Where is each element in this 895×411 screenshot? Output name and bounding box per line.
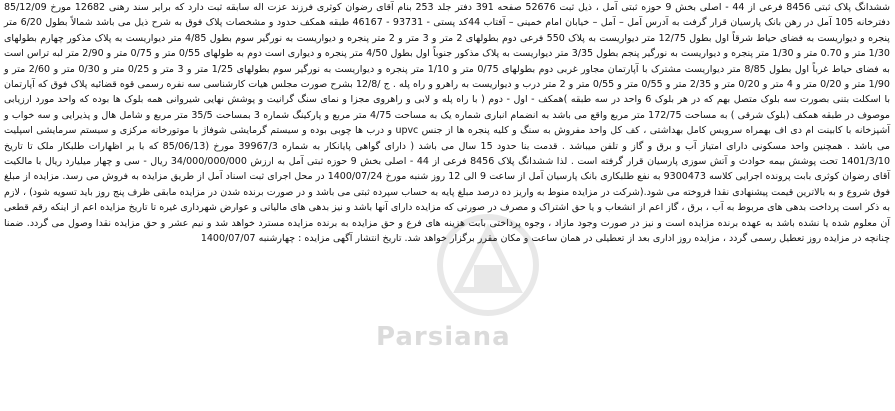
watermark-text: Parsiana [376, 322, 511, 352]
auction-notice-body [4, 0, 890, 247]
notice-paragraph: ششدانگ پلاک ثبتی 8456 فرعی از 44 - اصلی بخش 9 حوزه ثبتی آمل ، ذیل ثبت 52676 صفحه 391 دفتر جلد 253 بنام آقای رضوان کوثری فرزند عزت اله سابقه ثبت دارد که برابر سند رهنی 12682 مورخ 85/12/09 دفترخانه 105 آمل در رهن بانک پارسیان قرار گرفت به آدرس آمل – آمل – خیابان امام خمینی – آفتاب 44کد پستی - 93731 - 46167 طبقه همکف حدود و مشخصات پلاک فوق به شرح ذیل می باشد شمالاً بطول 6/20 متر پنجره و دیواریست به فضای حیاط شرقاً اول بطول 12/75 متر دیواریست به پلاک 550 فرعی دوم بطولهای 2 متر و 3 متر و 2 متر پنجره و دیواریست به نورگیر سوم بطول 4/85 متر دیواریست به پلاک مذکور چهارم بطولهای 1/30 متر و 0.70 متر و 1/30 متر پنجره و دیواریست به نورگیر پنجم بطول 3/35 متر دیواریست به پلاک مذکور جنوباً اول بطول 4/50 متر پنجره و دیواری است دوم به طولهای 0/55 متر و 0/75 متر و 2/90 متر لبه تراس است به فضای حیاط غرباً اول بطول 8/85 متر دیواریست مشترک با آپارتمان مجاور غربی دوم بطولهای 0/75 متر و 1/10 متر پنجره و دیواریست به نورگیر سوم بطولهای 1/25 متر و 3 متر و 0/25 متر و 0/30 متر و 2/60 متر و 1/90 متر و 0/20 متر و 4 متر و 0/20 متر و 2/35 متر و 0/55 متر و 0/55 متر و 2 متر درب و دیواریست به راهرو و راه پله . ج /12/8 بشرح صورت مجلس هیات کارشناسی سه نفره رسمی قوه قضائیه پلاک فوق که آپارتمان با اسکلت بتنی بصورت سه بلوک متصل بهم که در هر بلوک 6 واحد در سه طبقه )همکف - اول - دوم ( با راه پله و لابی و راهروی مجزا و نمای سنگ گرانیت و پوشش نهایی شیروانی همه بلوک ها بوده که واحد مورد ارزیابی موصوف در طبقه همکف (بلوک شرقی ) به مساحت 172/75 متر مربع واقع می باشد به انضمام انباری شماره یک به مساحت 4/75 متر مربع و پارکینگ شماره 3 بمساحت 35/5 متر مربع و شامل هال و پذیرایی و سه خواب و آشپزخانه با کابینت ام دی اف بهمراه سرویس کامل بهداشتی ، کف کل واحد مفروش به سنگ و کلیه پنجره ها از جنس upvc و درب ها چوبی بوده و سیستم گرمایشی شوفاژ با موتورخانه مرکزی و سیستم سرمایشی اسپلیت می باشد . همچنین واحد مسکونی دارای امتیاز آب و برق و گاز و تلفن میباشد . قدمت بنا حدود 15 سال می باشد ( دارای گواهی پایانکار به شماره 39967/3 مورخ (85/06/13 که با بر اظهارات طلبکار ملک تا تاریخ 1401/3/10 تحت پوشش بیمه حوادث و آتش سوزی پارسیان قرار گرفته است . لذا ششدانگ پلاک 8456 فرعی از 44 - اصلی بخش 9 حوزه ثبتی آمل به ارزش 34/000/000/000 ریال - سی و چهار میلیارد ریال با مالکیت آقای رضوان کوثری بابت پرونده اجرایی کلاسه 9300473 به نفع طلبکاری بانک پارسیان آمل از ساعت 9 الی 12 روز شنبه مورخ 1400/07/24 در محل اجرای ثبت اسناد آمل از طریق مزایده به فروش می رسد. مزایده از مبلغ فوق شروع و به بالاترین قیمت پیشنهادی نقدا فروخته می شود.(شرکت در مزایده منوط به واریز ده درصد مبلغ پایه به حساب سپرده ثبتی می باشد و در صورت برنده شدن در مزایده مابقی ظرف پنج روز باید تسویه شود) ، لازم به ذکر است پرداخت بدهی های مربوط به آب ، برق ، گاز اعم از انشعاب و یا حق اشتراک و مصرف در صورتی که مزایده دارای آنها باشد و نیز بدهی های مالیاتی و عوارض شهرداری غیره تا تاریخ مزایده اعم از اینکه رقم قطعی آن معلوم شده یا نشده باشد به عهده برنده مزایده است و نیز در صورت وجود مازاد ، وجوه پرداختی بابت هزینه های فرع و حق مزایده به برنده مزایده مسترد خواهد شد و نیم عشر و حق مزایده نقدا وصول می گردد. ضمنا چنانچه در مزایده روز تعطیل رسمی گردد ، مزایده روز اداری بعد از تعطیلی در همان ساعت و مکان مقرر برگزار خواهد شد. تاریخ انتشار آگهی مزایده : چهارشنبه 1400/07/07 [4, 2, 891, 245]
